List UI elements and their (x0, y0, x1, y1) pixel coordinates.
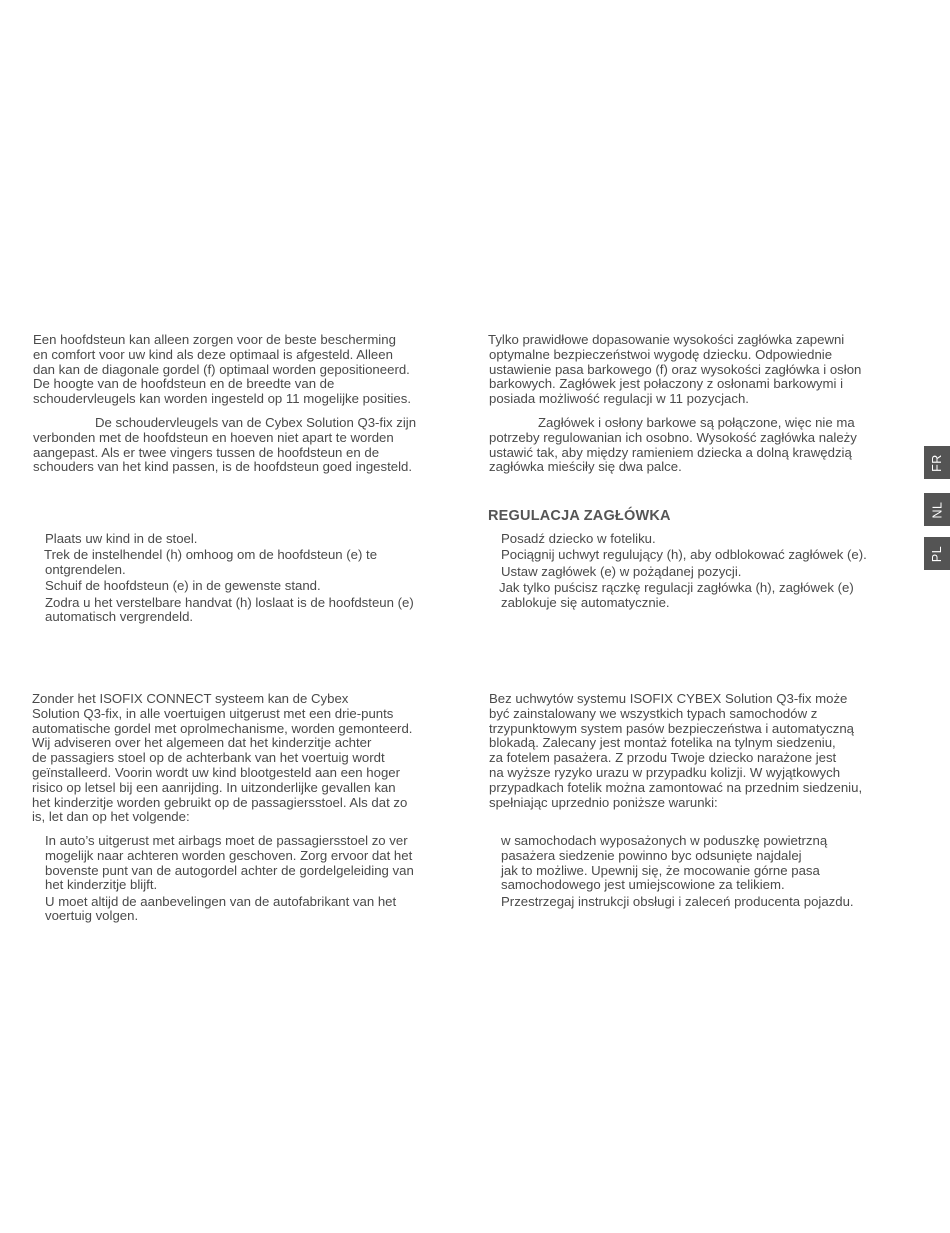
text-line: is, let dan op het volgende: (32, 809, 190, 825)
language-tab-fr[interactable] (924, 446, 950, 479)
text-line: trzypunktowym system pasów bezpieczeństwa i automatyczną (489, 720, 855, 736)
pl-headrest-heading: REGULACJA ZAGŁÓWKA (488, 508, 671, 524)
list-item: In auto’s uitgerust met airbags moet de passagiersstoel zo ver mogelijk naar achteren worden geschoven. Zorg ervoor dat het bovenste punt van de autogordel achter de gordelgeleiding van het kinderzitje blijft. (45, 833, 414, 893)
text-line: Een hoofdsteun kan alleen zorgen voor de beste bescherming (33, 332, 396, 347)
text-line: być zainstalowany we wszystkich typach samochodów z (489, 705, 818, 721)
text-line: blokadą. Zalecany jest montaż fotelika na tylnym siedzeniu, (489, 735, 836, 751)
text-line: geïnstalleerd. Voorin wordt uw kind blootgesteld aan een hoger (32, 764, 401, 780)
text-line: barkowych. Zagłówek jest połaczony z osłonami barkowymi i (489, 376, 844, 392)
text-line: en comfort voor uw kind als deze optimaal is afgesteld. Alleen (33, 346, 393, 362)
nl-isofix-steps (45, 834, 414, 926)
language-tab-pl[interactable] (924, 537, 950, 570)
text-line: het kinderzitje worden gebruikt op de passagiersstoel. Als dat zo (32, 794, 408, 810)
nl-isofix-intro (32, 692, 412, 825)
list-item: Plaats uw kind in de stoel. (45, 531, 198, 546)
nl-headrest-note (33, 416, 416, 475)
pl-headrest-note (489, 416, 857, 475)
text-line: Tylko prawidłowe dopasowanie wysokości zagłówka zapewni (488, 332, 845, 347)
text-line: verbonden met de hoofdsteun en hoeven niet apart te worden (33, 429, 394, 445)
pl-isofix-steps (501, 834, 854, 911)
list-item: Posadź dziecko w foteliku. (501, 531, 656, 546)
text-line: De schoudervleugels van de Cybex Solution Q3-fix zijn (95, 415, 417, 430)
pl-headrest-intro (488, 333, 861, 407)
text-line: ustawić tak, aby między ramieniem dziecka a dolną krawędzią (489, 444, 852, 460)
text-line: de passagiers stoel op de achterbank van het voertuig wordt (32, 750, 385, 766)
text-line: ustawienie pasa barkowego (f) oraz wysokości zagłówka i osłon (489, 361, 862, 377)
text-line: dan kan de diagonale gordel (f) optimaal worden gepositioneerd. (33, 361, 410, 377)
list-item: Ustaw zagłówek (e) w pożądanej pozycji. (501, 563, 742, 579)
list-item: Trek de instelhendel (h) omhoog om de hoofdsteun (e) te ontgrendelen. (44, 547, 378, 578)
pl-isofix-intro (489, 692, 862, 810)
text-line: zagłówka mieściły się dwa palce. (489, 459, 682, 475)
text-line: posiada możliwość regulacji w 11 pozycjach. (489, 391, 749, 407)
text-line: Zagłówek i osłony barkowe są połączone, więc nie ma (538, 415, 855, 430)
text-line: na wyższe ryzyko urazu w przypadku kolizji. W wyjątkowych (489, 764, 841, 780)
text-line: spełniając uprzednio poniższe warunki: (489, 794, 718, 810)
nl-headrest-intro (33, 333, 411, 407)
text-line: Wij adviseren over het algemeen dat het kinderzitje achter (32, 735, 372, 751)
nl-headrest-steps (45, 532, 414, 627)
pl-headrest-steps (501, 532, 867, 612)
text-line: Solution Q3-fix, in alle voertuigen uitgerust met een drie-punts (32, 705, 394, 721)
text-line: Bez uchwytów systemu ISOFIX CYBEX Solution Q3-fix może (489, 691, 848, 706)
text-line: Zonder het ISOFIX CONNECT systeem kan de Cybex (32, 691, 349, 706)
text-line: schouders van het kind passen, is de hoofdsteun goed ingesteld. (33, 459, 413, 475)
text-line: aangepast. Als er twee vingers tussen de hoofdsteun en de (33, 444, 380, 460)
tab-label: FR (929, 453, 944, 472)
tab-label: PL (929, 545, 944, 562)
list-item: Przestrzegaj instrukcji obsługi i zaleceń producenta pojazdu. (501, 893, 854, 909)
list-item: U moet altijd de aanbevelingen van de autofabrikant van het voertuig volgen. (45, 893, 397, 924)
text-line: risico op letsel bij een aanrijding. In uitzonderlijke gevallen kan (32, 779, 396, 795)
list-item: w samochodach wyposażonych w poduszkę powietrzną pasażera siedzenie powinno byc odsunięte najdalej jak to możliwe. Upewnij się, że mocowanie górne pasa samochodowego jest umiejscowione za telikiem. (501, 833, 828, 893)
list-item: Jak tylko puścisz rączkę regulacji zagłówka (h), zagłówek (e) zablokuje się automatycznie. (499, 579, 854, 610)
text-line: optymalne bezpieczeństwoi wygodę dziecku. Odpowiednie (489, 346, 833, 362)
tab-label: NL (929, 501, 944, 518)
list-item: Pociągnij uchwyt regulujący (h), aby odblokować zagłówek (e). (501, 547, 867, 563)
text-line: przypadkach fotelik można zamontować na przednim siedzeniu, (489, 779, 863, 795)
text-line: za fotelem pasażera. Z przodu Twoje dziecko narażone jest (489, 750, 837, 766)
list-item: Zodra u het verstelbare handvat (h) loslaat is de hoofdsteun (e) automatisch vergrendeld. (45, 594, 414, 625)
text-line: De hoogte van de hoofdsteun en de breedte van de (33, 376, 335, 392)
language-tab-nl[interactable] (924, 493, 950, 526)
text-line: automatische gordel met oprolmechanisme, worden gemonteerd. (32, 720, 413, 736)
list-item: Schuif de hoofdsteun (e) in de gewenste stand. (45, 578, 321, 594)
text-line: potrzeby regulowanian ich osobno. Wysokość zagłówka należy (489, 429, 857, 445)
text-line: schoudervleugels kan worden ingesteld op 11 mogelijke posities. (33, 391, 412, 407)
